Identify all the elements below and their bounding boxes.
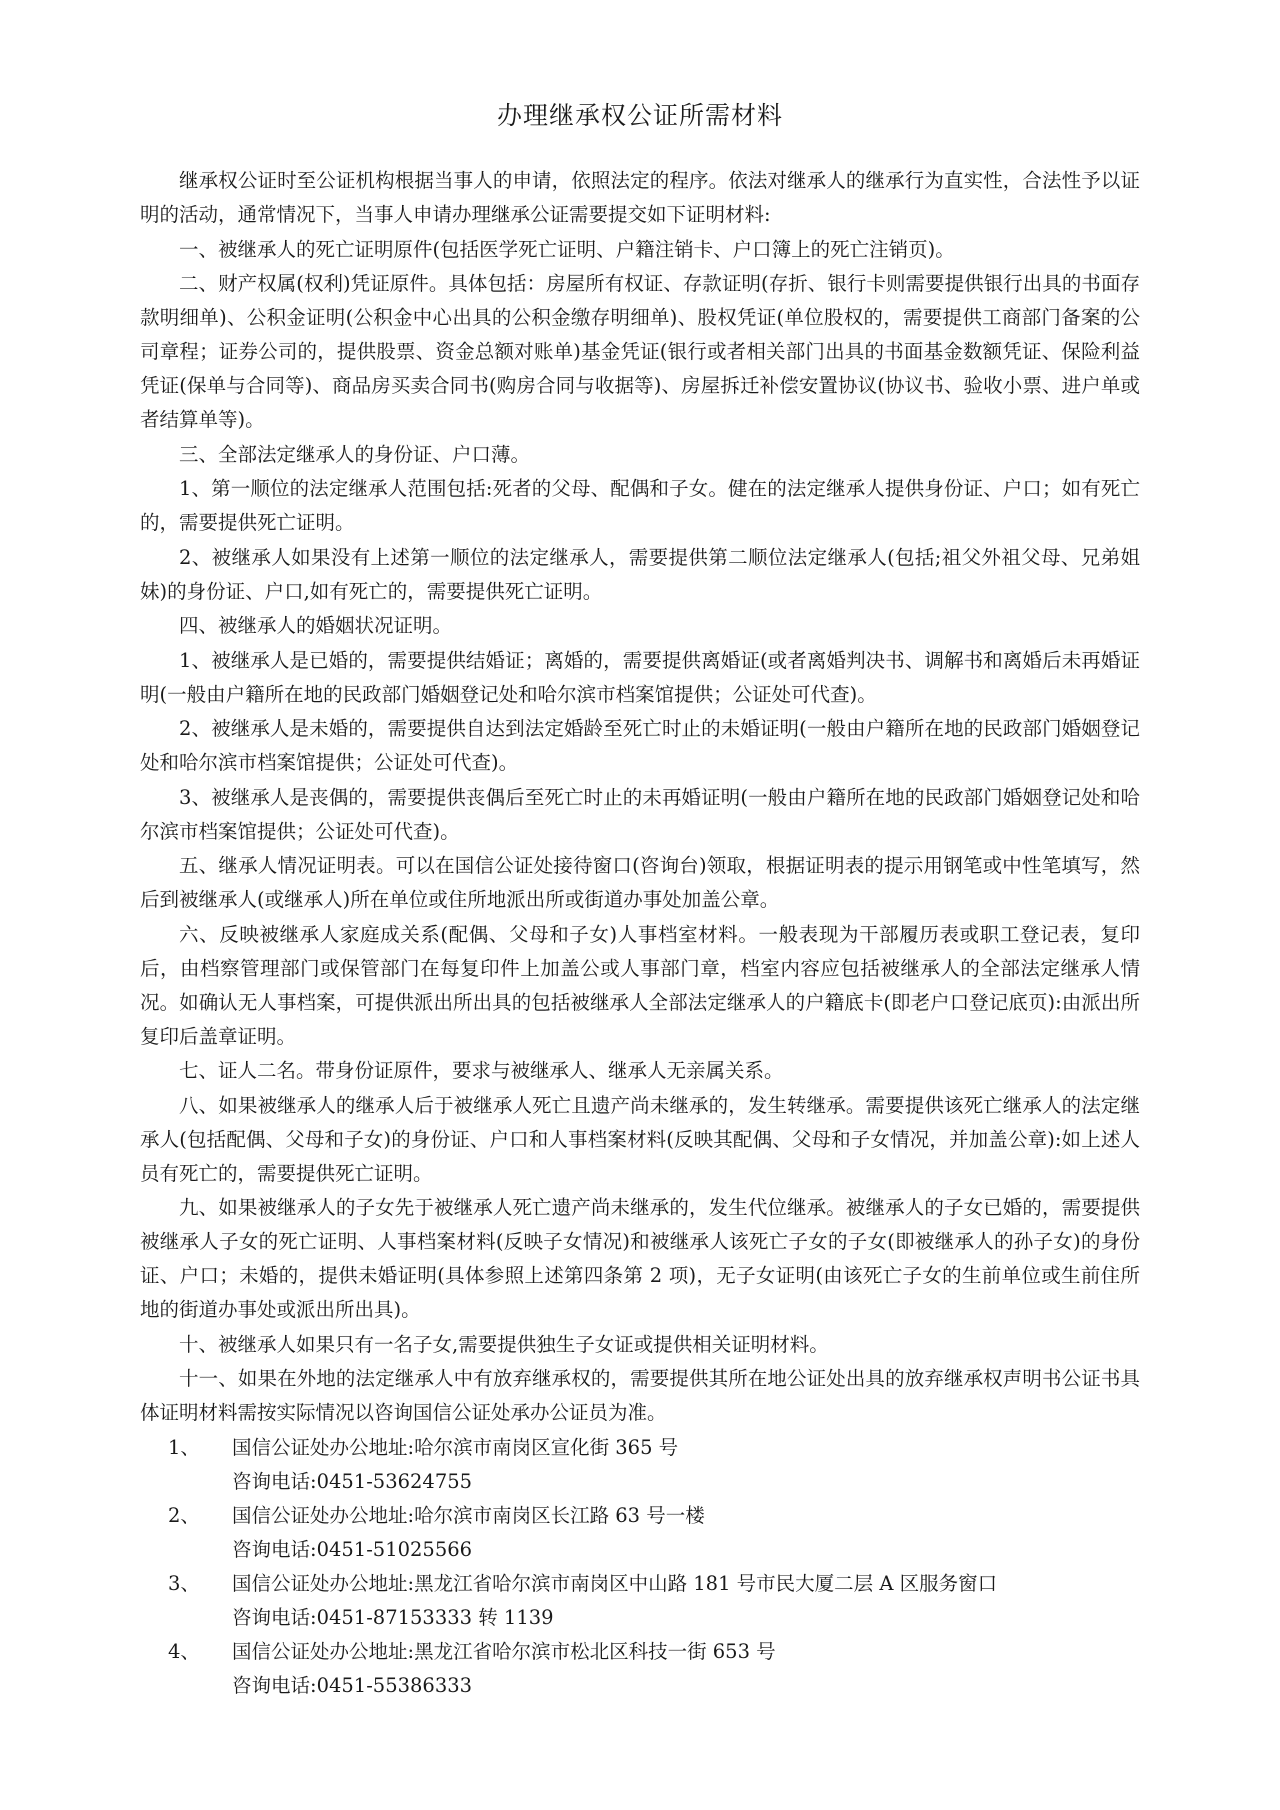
item-3-heir-ids: 三、全部法定继承人的身份证、户口薄。 — [179, 442, 531, 466]
office-phone: 咨询电话:0451-51025566 — [232, 1537, 473, 1561]
office-phone: 咨询电话:0451-87153333 转 1139 — [232, 1605, 554, 1629]
office-address: 国信公证处办公地址:哈尔滨市南岗区宣化街 365 号 — [232, 1435, 679, 1459]
item-9-subrogation: 九、如果被继承人的子女先于被继承人死亡遗产尚未继承的，发生代位继承。被继承人的子女已婚的，需要提供被继承人子女的死亡证明、人事档案材料(反映子女情况)和被继承人该死亡子女的子女(即被继承人的孙子女)的身份证、户口；未婚的，提供未婚证明(具体参照上述第四条第 2 项)，无子女证明(由该死亡子女的生前单位或生前住所地的街道办事处或派出所出具)。 — [140, 1196, 1140, 1321]
office-address: 国信公证处办公地址:哈尔滨市南岗区长江路 63 号一楼 — [232, 1503, 705, 1527]
office-item — [168, 1431, 1140, 1499]
office-address: 国信公证处办公地址:黑龙江省哈尔滨市松北区科技一街 653 号 — [232, 1639, 776, 1663]
office-item — [168, 1499, 1140, 1567]
item-6-personnel-file: 六、反映被继承人家庭成关系(配偶、父母和子女)人事档室材料。一般表现为干部履历表或职工登记表，复印后，由档察管理部门或保管部门在每复印件上加盖公或人事部门章，档室内容应包括被继承人的全部法定继承人情况。如确认无人事档案，可提供派出所出具的包括被继承人全部法定继承人的户籍底卡(即老户口登记底页):由派出所复印后盖章证明。 — [140, 922, 1140, 1048]
intro-paragraph: 继承权公证时至公证机构根据当事人的申请，依照法定的程序。依法对继承人的继承行为直实性，合法性予以证明的活动，通常情况下，当事人申请办理继承公证需要提交如下证明材料: — [140, 169, 1140, 226]
office-item — [168, 1567, 1140, 1635]
office-number: 1、 — [168, 1435, 200, 1459]
item-3-sub-1: 1、第一顺位的法定继承人范围包括:死者的父母、配偶和子女。健在的法定继承人提供身份证、户口；如有死亡的，需要提供死亡证明。 — [140, 477, 1140, 534]
office-phone: 咨询电话:0451-55386333 — [232, 1673, 473, 1697]
item-10-only-child: 十、被继承人如果只有一名子女,需要提供独生子女证或提供相关证明材料。 — [179, 1332, 829, 1356]
office-number: 2、 — [168, 1503, 200, 1527]
document-body — [140, 164, 1140, 1703]
office-number: 4、 — [168, 1639, 200, 1663]
office-item — [168, 1635, 1140, 1703]
item-1-death-certificate: 一、被继承人的死亡证明原件(包括医学死亡证明、户籍注销卡、户口簿上的死亡注销页)。 — [179, 237, 955, 261]
item-8-transfer-inheritance: 八、如果被继承人的继承人后于被继承人死亡且遗产尚未继承的，发生转继承。需要提供该死亡继承人的法定继承人(包括配偶、父母和子女)的身份证、户口和人事档案材料(反映其配偶、父母和子女情况，并加盖公章):如上述人员有死亡的，需要提供死亡证明。 — [140, 1093, 1140, 1185]
item-4-sub-2: 2、被继承人是未婚的，需要提供自达到法定婚龄至死亡时止的未婚证明(一般由户籍所在地的民政部门婚姻登记处和哈尔滨市档案馆提供；公证处可代查)。 — [140, 717, 1140, 774]
document-title: 办理继承权公证所需材料 — [496, 101, 783, 130]
item-7-witnesses: 七、证人二名。带身份证原件，要求与被继承人、继承人无亲属关系。 — [179, 1059, 784, 1082]
item-11-waiver: 十一、如果在外地的法定继承人中有放弃继承权的，需要提供其所在地公证处出具的放弃继承权声明书公证书具体证明材料需按实际情况以咨询国信公证处承办公证员为准。 — [140, 1367, 1140, 1424]
item-4-marital-status: 四、被继承人的婚姻状况证明。 — [179, 614, 453, 637]
item-5-heir-form: 五、继承人情况证明表。可以在国信公证处接待窗口(咨询台)领取，根据证明表的提示用钢笔或中性笔填写，然后到被继承人(或继承人)所在单位或住所地派出所或街道办事处加盖公章。 — [140, 854, 1140, 911]
item-4-sub-3: 3、被继承人是丧偶的，需要提供丧偶后至死亡时止的未再婚证明(一般由户籍所在地的民政部门婚姻登记处和哈尔滨市档案馆提供；公证处可代查)。 — [140, 785, 1140, 843]
office-list — [140, 1431, 1140, 1703]
office-address: 国信公证处办公地址:黑龙江省哈尔滨市南岗区中山路 181 号市民大厦二层 A 区服务窗口 — [232, 1571, 998, 1595]
item-4-sub-1: 1、被继承人是已婚的，需要提供结婚证；离婚的，需要提供离婚证(或者离婚判决书、调解书和离婚后未再婚证明(一般由户籍所在地的民政部门婚姻登记处和哈尔滨市档案馆提供；公证处可代查)。 — [140, 648, 1140, 706]
item-3-sub-2: 2、被继承人如果没有上述第一顺位的法定继承人，需要提供第二顺位法定继承人(包括;祖父外祖父母、兄弟姐妹)的身份证、户口,如有死亡的，需要提供死亡证明。 — [140, 545, 1140, 603]
office-phone: 咨询电话:0451-53624755 — [232, 1469, 473, 1493]
item-2-property-certificates: 二、财产权属(权利)凭证原件。具体包括：房屋所有权证、存款证明(存折、银行卡则需要提供银行出具的书面存款明细单)、公积金证明(公积金中心出具的公积金缴存明细单)、股权凭证(单位股权的，需要提供工商部门备案的公司章程；证券公司的，提供股票、资金总额对账单)基金凭证(银行或者相关部门出具的书面基金数额凭证、保险利益凭证(保单与合同等)、商品房买卖合同书(购房合同与收据等)、房屋拆迁补偿安置协议(协议书、验收小票、进户单或者结算单等)。 — [140, 272, 1140, 431]
office-number: 3、 — [168, 1571, 200, 1595]
